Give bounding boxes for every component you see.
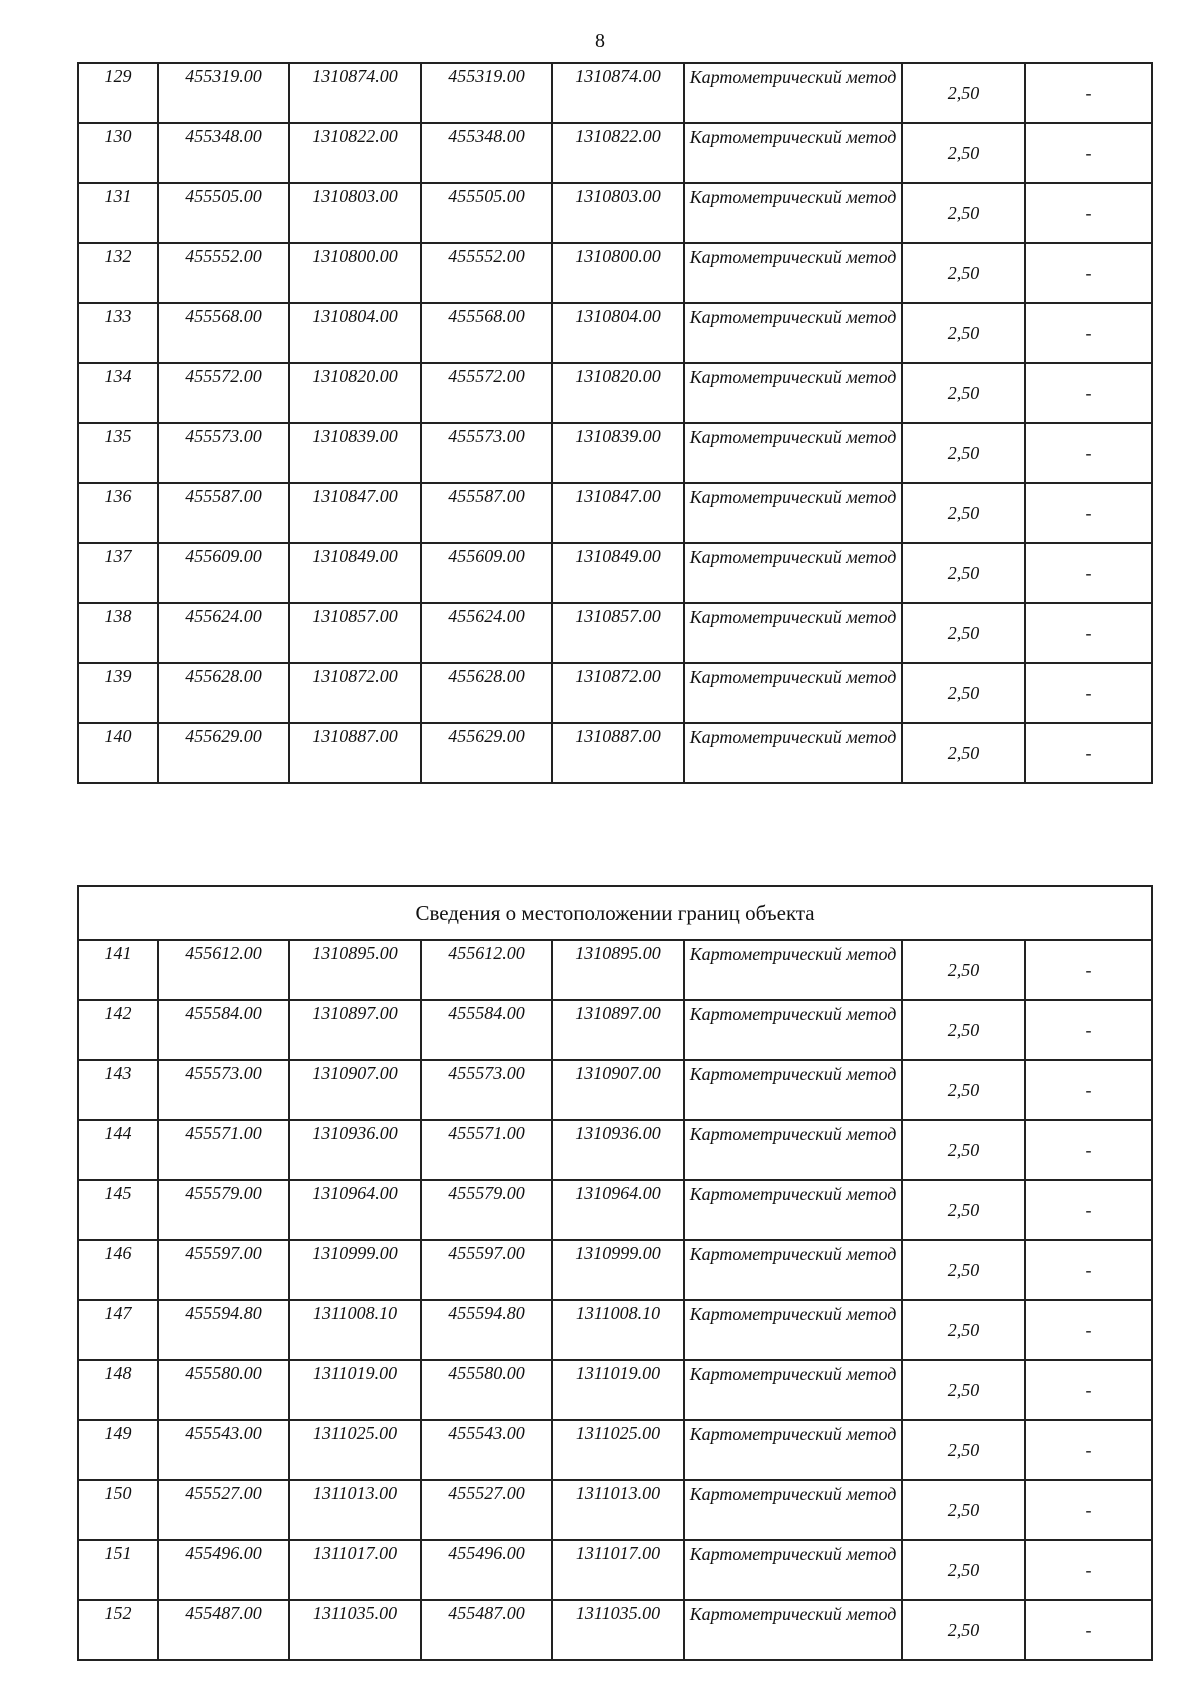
note-cell: - — [1025, 1360, 1152, 1420]
point-number-cell: 134 — [78, 363, 158, 423]
note-cell: - — [1025, 243, 1152, 303]
x-coordinate-cell: 455584.00 — [421, 1000, 552, 1060]
point-number-cell: 150 — [78, 1480, 158, 1540]
method-cell: Картометрический метод — [684, 1240, 902, 1300]
point-number-cell: 151 — [78, 1540, 158, 1600]
table-body — [78, 63, 1152, 783]
note-cell: - — [1025, 63, 1152, 123]
point-number-cell: 146 — [78, 1240, 158, 1300]
point-number-cell: 145 — [78, 1180, 158, 1240]
y-coordinate-cell: 1310936.00 — [289, 1120, 421, 1180]
point-number-cell: 129 — [78, 63, 158, 123]
note-cell: - — [1025, 1240, 1152, 1300]
table-row — [78, 1540, 1152, 1600]
point-number-cell: 140 — [78, 723, 158, 783]
x-coordinate-cell: 455573.00 — [421, 423, 552, 483]
accuracy-cell: 2,50 — [902, 1480, 1025, 1540]
accuracy-cell: 2,50 — [902, 63, 1025, 123]
method-cell: Картометрический метод — [684, 123, 902, 183]
x-coordinate-cell: 455597.00 — [421, 1240, 552, 1300]
x-coordinate-cell: 455580.00 — [158, 1360, 289, 1420]
x-coordinate-cell: 455612.00 — [158, 940, 289, 1000]
accuracy-cell: 2,50 — [902, 363, 1025, 423]
method-cell: Картометрический метод — [684, 1420, 902, 1480]
y-coordinate-cell: 1311013.00 — [289, 1480, 421, 1540]
y-coordinate-cell: 1310820.00 — [552, 363, 684, 423]
method-cell: Картометрический метод — [684, 1300, 902, 1360]
x-coordinate-cell: 455573.00 — [158, 1060, 289, 1120]
y-coordinate-cell: 1310964.00 — [289, 1180, 421, 1240]
point-number-cell: 131 — [78, 183, 158, 243]
x-coordinate-cell: 455587.00 — [158, 483, 289, 543]
note-cell: - — [1025, 1600, 1152, 1660]
y-coordinate-cell: 1310872.00 — [289, 663, 421, 723]
accuracy-cell: 2,50 — [902, 543, 1025, 603]
x-coordinate-cell: 455629.00 — [421, 723, 552, 783]
x-coordinate-cell: 455319.00 — [158, 63, 289, 123]
accuracy-cell: 2,50 — [902, 1120, 1025, 1180]
y-coordinate-cell: 1311019.00 — [552, 1360, 684, 1420]
y-coordinate-cell: 1310820.00 — [289, 363, 421, 423]
y-coordinate-cell: 1310907.00 — [552, 1060, 684, 1120]
table-row — [78, 1240, 1152, 1300]
accuracy-cell: 2,50 — [902, 1540, 1025, 1600]
method-cell: Картометрический метод — [684, 1360, 902, 1420]
table-row — [78, 1180, 1152, 1240]
point-number-cell: 137 — [78, 543, 158, 603]
y-coordinate-cell: 1310849.00 — [289, 543, 421, 603]
y-coordinate-cell: 1310803.00 — [289, 183, 421, 243]
point-number-cell: 147 — [78, 1300, 158, 1360]
x-coordinate-cell: 455609.00 — [158, 543, 289, 603]
y-coordinate-cell: 1310964.00 — [552, 1180, 684, 1240]
accuracy-cell: 2,50 — [902, 603, 1025, 663]
y-coordinate-cell: 1311025.00 — [552, 1420, 684, 1480]
method-cell: Картометрический метод — [684, 543, 902, 603]
x-coordinate-cell: 455612.00 — [421, 940, 552, 1000]
note-cell: - — [1025, 543, 1152, 603]
table-row — [78, 483, 1152, 543]
method-cell: Картометрический метод — [684, 1060, 902, 1120]
y-coordinate-cell: 1310874.00 — [289, 63, 421, 123]
y-coordinate-cell: 1310800.00 — [552, 243, 684, 303]
table-body — [78, 886, 1152, 1660]
method-cell: Картометрический метод — [684, 603, 902, 663]
x-coordinate-cell: 455584.00 — [158, 1000, 289, 1060]
table-row — [78, 423, 1152, 483]
table-row — [78, 183, 1152, 243]
point-number-cell: 139 — [78, 663, 158, 723]
note-cell: - — [1025, 1180, 1152, 1240]
note-cell: - — [1025, 1120, 1152, 1180]
x-coordinate-cell: 455629.00 — [158, 723, 289, 783]
point-number-cell: 143 — [78, 1060, 158, 1120]
accuracy-cell: 2,50 — [902, 483, 1025, 543]
y-coordinate-cell: 1311008.10 — [552, 1300, 684, 1360]
note-cell: - — [1025, 1000, 1152, 1060]
y-coordinate-cell: 1311025.00 — [289, 1420, 421, 1480]
x-coordinate-cell: 455496.00 — [158, 1540, 289, 1600]
accuracy-cell: 2,50 — [902, 1600, 1025, 1660]
x-coordinate-cell: 455552.00 — [158, 243, 289, 303]
point-number-cell: 142 — [78, 1000, 158, 1060]
y-coordinate-cell: 1310887.00 — [289, 723, 421, 783]
note-cell: - — [1025, 1480, 1152, 1540]
x-coordinate-cell: 455573.00 — [421, 1060, 552, 1120]
x-coordinate-cell: 455571.00 — [158, 1120, 289, 1180]
note-cell: - — [1025, 663, 1152, 723]
x-coordinate-cell: 455496.00 — [421, 1540, 552, 1600]
method-cell: Картометрический метод — [684, 243, 902, 303]
x-coordinate-cell: 455572.00 — [158, 363, 289, 423]
method-cell: Картометрический метод — [684, 483, 902, 543]
y-coordinate-cell: 1311017.00 — [289, 1540, 421, 1600]
y-coordinate-cell: 1310803.00 — [552, 183, 684, 243]
method-cell: Картометрический метод — [684, 663, 902, 723]
x-coordinate-cell: 455487.00 — [158, 1600, 289, 1660]
table-row — [78, 303, 1152, 363]
y-coordinate-cell: 1311019.00 — [289, 1360, 421, 1420]
method-cell: Картометрический метод — [684, 363, 902, 423]
note-cell: - — [1025, 723, 1152, 783]
method-cell: Картометрический метод — [684, 1540, 902, 1600]
table-row — [78, 123, 1152, 183]
x-coordinate-cell: 455573.00 — [158, 423, 289, 483]
y-coordinate-cell: 1310839.00 — [289, 423, 421, 483]
accuracy-cell: 2,50 — [902, 1420, 1025, 1480]
note-cell: - — [1025, 123, 1152, 183]
method-cell: Картометрический метод — [684, 1180, 902, 1240]
accuracy-cell: 2,50 — [902, 1360, 1025, 1420]
y-coordinate-cell: 1310847.00 — [289, 483, 421, 543]
x-coordinate-cell: 455624.00 — [158, 603, 289, 663]
x-coordinate-cell: 455487.00 — [421, 1600, 552, 1660]
method-cell: Картометрический метод — [684, 1120, 902, 1180]
point-number-cell: 133 — [78, 303, 158, 363]
note-cell: - — [1025, 183, 1152, 243]
y-coordinate-cell: 1310874.00 — [552, 63, 684, 123]
table-row — [78, 1000, 1152, 1060]
table-row — [78, 543, 1152, 603]
y-coordinate-cell: 1311035.00 — [552, 1600, 684, 1660]
y-coordinate-cell: 1311035.00 — [289, 1600, 421, 1660]
x-coordinate-cell: 455505.00 — [421, 183, 552, 243]
y-coordinate-cell: 1310999.00 — [552, 1240, 684, 1300]
point-number-cell: 130 — [78, 123, 158, 183]
method-cell: Картометрический метод — [684, 723, 902, 783]
x-coordinate-cell: 455579.00 — [158, 1180, 289, 1240]
table-row — [78, 1120, 1152, 1180]
page-number: 8 — [595, 30, 605, 52]
x-coordinate-cell: 455571.00 — [421, 1120, 552, 1180]
table-row — [78, 1060, 1152, 1120]
y-coordinate-cell: 1310849.00 — [552, 543, 684, 603]
table-row — [78, 1480, 1152, 1540]
note-cell: - — [1025, 1300, 1152, 1360]
table-row — [78, 1420, 1152, 1480]
y-coordinate-cell: 1310895.00 — [289, 940, 421, 1000]
accuracy-cell: 2,50 — [902, 183, 1025, 243]
method-cell: Картометрический метод — [684, 183, 902, 243]
note-cell: - — [1025, 1060, 1152, 1120]
x-coordinate-cell: 455609.00 — [421, 543, 552, 603]
x-coordinate-cell: 455572.00 — [421, 363, 552, 423]
y-coordinate-cell: 1310936.00 — [552, 1120, 684, 1180]
method-cell: Картометрический метод — [684, 423, 902, 483]
x-coordinate-cell: 455628.00 — [421, 663, 552, 723]
y-coordinate-cell: 1310999.00 — [289, 1240, 421, 1300]
accuracy-cell: 2,50 — [902, 243, 1025, 303]
point-number-cell: 138 — [78, 603, 158, 663]
x-coordinate-cell: 455579.00 — [421, 1180, 552, 1240]
y-coordinate-cell: 1310839.00 — [552, 423, 684, 483]
table-row — [78, 663, 1152, 723]
accuracy-cell: 2,50 — [902, 1000, 1025, 1060]
method-cell: Картометрический метод — [684, 1600, 902, 1660]
accuracy-cell: 2,50 — [902, 723, 1025, 783]
table-row — [78, 243, 1152, 303]
point-number-cell: 144 — [78, 1120, 158, 1180]
table-caption: Сведения о местоположении границ объекта — [78, 886, 1152, 940]
accuracy-cell: 2,50 — [902, 303, 1025, 363]
y-coordinate-cell: 1311017.00 — [552, 1540, 684, 1600]
note-cell: - — [1025, 423, 1152, 483]
accuracy-cell: 2,50 — [902, 1300, 1025, 1360]
y-coordinate-cell: 1310822.00 — [289, 123, 421, 183]
note-cell: - — [1025, 940, 1152, 1000]
y-coordinate-cell: 1311008.10 — [289, 1300, 421, 1360]
accuracy-cell: 2,50 — [902, 123, 1025, 183]
x-coordinate-cell: 455594.80 — [421, 1300, 552, 1360]
y-coordinate-cell: 1310897.00 — [289, 1000, 421, 1060]
point-number-cell: 132 — [78, 243, 158, 303]
point-number-cell: 152 — [78, 1600, 158, 1660]
accuracy-cell: 2,50 — [902, 1060, 1025, 1120]
point-number-cell: 148 — [78, 1360, 158, 1420]
x-coordinate-cell: 455624.00 — [421, 603, 552, 663]
method-cell: Картометрический метод — [684, 63, 902, 123]
y-coordinate-cell: 1310895.00 — [552, 940, 684, 1000]
y-coordinate-cell: 1310907.00 — [289, 1060, 421, 1120]
y-coordinate-cell: 1310857.00 — [289, 603, 421, 663]
x-coordinate-cell: 455628.00 — [158, 663, 289, 723]
y-coordinate-cell: 1310804.00 — [289, 303, 421, 363]
table-row — [78, 363, 1152, 423]
table-row — [78, 63, 1152, 123]
y-coordinate-cell: 1310847.00 — [552, 483, 684, 543]
accuracy-cell: 2,50 — [902, 1180, 1025, 1240]
x-coordinate-cell: 455319.00 — [421, 63, 552, 123]
y-coordinate-cell: 1310804.00 — [552, 303, 684, 363]
table-caption-row — [78, 886, 1152, 940]
table-row — [78, 940, 1152, 1000]
x-coordinate-cell: 455568.00 — [421, 303, 552, 363]
y-coordinate-cell: 1310857.00 — [552, 603, 684, 663]
x-coordinate-cell: 455587.00 — [421, 483, 552, 543]
x-coordinate-cell: 455594.80 — [158, 1300, 289, 1360]
note-cell: - — [1025, 483, 1152, 543]
x-coordinate-cell: 455580.00 — [421, 1360, 552, 1420]
x-coordinate-cell: 455348.00 — [421, 123, 552, 183]
note-cell: - — [1025, 363, 1152, 423]
table-row — [78, 1600, 1152, 1660]
method-cell: Картометрический метод — [684, 940, 902, 1000]
accuracy-cell: 2,50 — [902, 663, 1025, 723]
table-row — [78, 1300, 1152, 1360]
x-coordinate-cell: 455597.00 — [158, 1240, 289, 1300]
method-cell: Картометрический метод — [684, 1000, 902, 1060]
y-coordinate-cell: 1310822.00 — [552, 123, 684, 183]
y-coordinate-cell: 1310800.00 — [289, 243, 421, 303]
method-cell: Картометрический метод — [684, 303, 902, 363]
accuracy-cell: 2,50 — [902, 423, 1025, 483]
point-number-cell: 149 — [78, 1420, 158, 1480]
note-cell: - — [1025, 1420, 1152, 1480]
note-cell: - — [1025, 603, 1152, 663]
point-number-cell: 141 — [78, 940, 158, 1000]
table-row — [78, 1360, 1152, 1420]
x-coordinate-cell: 455348.00 — [158, 123, 289, 183]
y-coordinate-cell: 1310897.00 — [552, 1000, 684, 1060]
boundary-coordinates-table — [77, 885, 1153, 1661]
accuracy-cell: 2,50 — [902, 940, 1025, 1000]
x-coordinate-cell: 455543.00 — [158, 1420, 289, 1480]
coordinates-table — [77, 62, 1153, 784]
x-coordinate-cell: 455527.00 — [421, 1480, 552, 1540]
x-coordinate-cell: 455543.00 — [421, 1420, 552, 1480]
note-cell: - — [1025, 1540, 1152, 1600]
x-coordinate-cell: 455568.00 — [158, 303, 289, 363]
x-coordinate-cell: 455527.00 — [158, 1480, 289, 1540]
table-row — [78, 723, 1152, 783]
y-coordinate-cell: 1311013.00 — [552, 1480, 684, 1540]
y-coordinate-cell: 1310887.00 — [552, 723, 684, 783]
x-coordinate-cell: 455505.00 — [158, 183, 289, 243]
x-coordinate-cell: 455552.00 — [421, 243, 552, 303]
point-number-cell: 136 — [78, 483, 158, 543]
method-cell: Картометрический метод — [684, 1480, 902, 1540]
note-cell: - — [1025, 303, 1152, 363]
point-number-cell: 135 — [78, 423, 158, 483]
table-row — [78, 603, 1152, 663]
accuracy-cell: 2,50 — [902, 1240, 1025, 1300]
y-coordinate-cell: 1310872.00 — [552, 663, 684, 723]
